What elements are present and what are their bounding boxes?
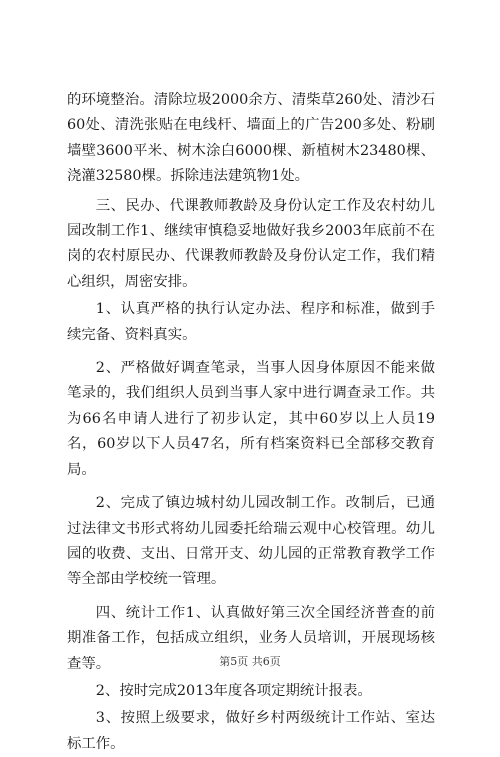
paragraph-item-annual-reports: 2、按时完成2013年度各项定期统计报表。 — [95, 682, 372, 699]
paragraph-item-strict-execution: 1、认真严格的执行认定办法、程序和标准，做到手续完备、资料真实。 — [67, 301, 435, 343]
paragraph-section-three-teacher-certification: 三、民办、代课教师教龄及身份认定工作及农村幼儿园改制工作1、继续审慎稳妥地做好我乡2003年底前不在岗的农村原民办、代课教师教龄及身份认定工作，我们精心组织，周密安排。 — [67, 197, 435, 290]
paragraph-environment-cleanup: 的环境整治。清除垃圾2000余方、清柴草260处、清沙石60处、清洗张贴在电线杆、墙面上的广告200多处、粉刷墙壁3600平米、树木涂白6000棵、新植树木23480棵、浇灌32580棵。拆除违法建筑物1处。 — [67, 92, 435, 185]
paragraph-item-station-standards: 3、按照上级要求，做好乡村两级统计工作站、室达标工作。 — [67, 710, 435, 752]
paragraph-item-kindergarten-reform: 2、完成了镇边城村幼儿园改制工作。改制后，已通过法律文书形式将幼儿园委托给瑞云观中心校管理。幼儿园的收费、支出、日常开支、幼儿园的正常教育教学工作等全部由学校统一管理。 — [67, 495, 435, 588]
paragraph-section-four-statistics: 四、统计工作1、认真做好第三次全国经济普查的前期准备工作，包括成立组织，业务人员培训，开展现场核查等。 — [67, 604, 435, 672]
page-number-footer: 第5页 共6页 — [219, 655, 281, 668]
paragraph-item-investigation-records: 2、严格做好调查笔录，当事人因身体原因不能来做笔录的，我们组织人员到当事人家中进行调查录工作。共为66名申请人进行了初步认定，其中60岁以上人员19名，60岁以下人员47名，所有档案资料已全部移交教育局。 — [67, 360, 435, 478]
